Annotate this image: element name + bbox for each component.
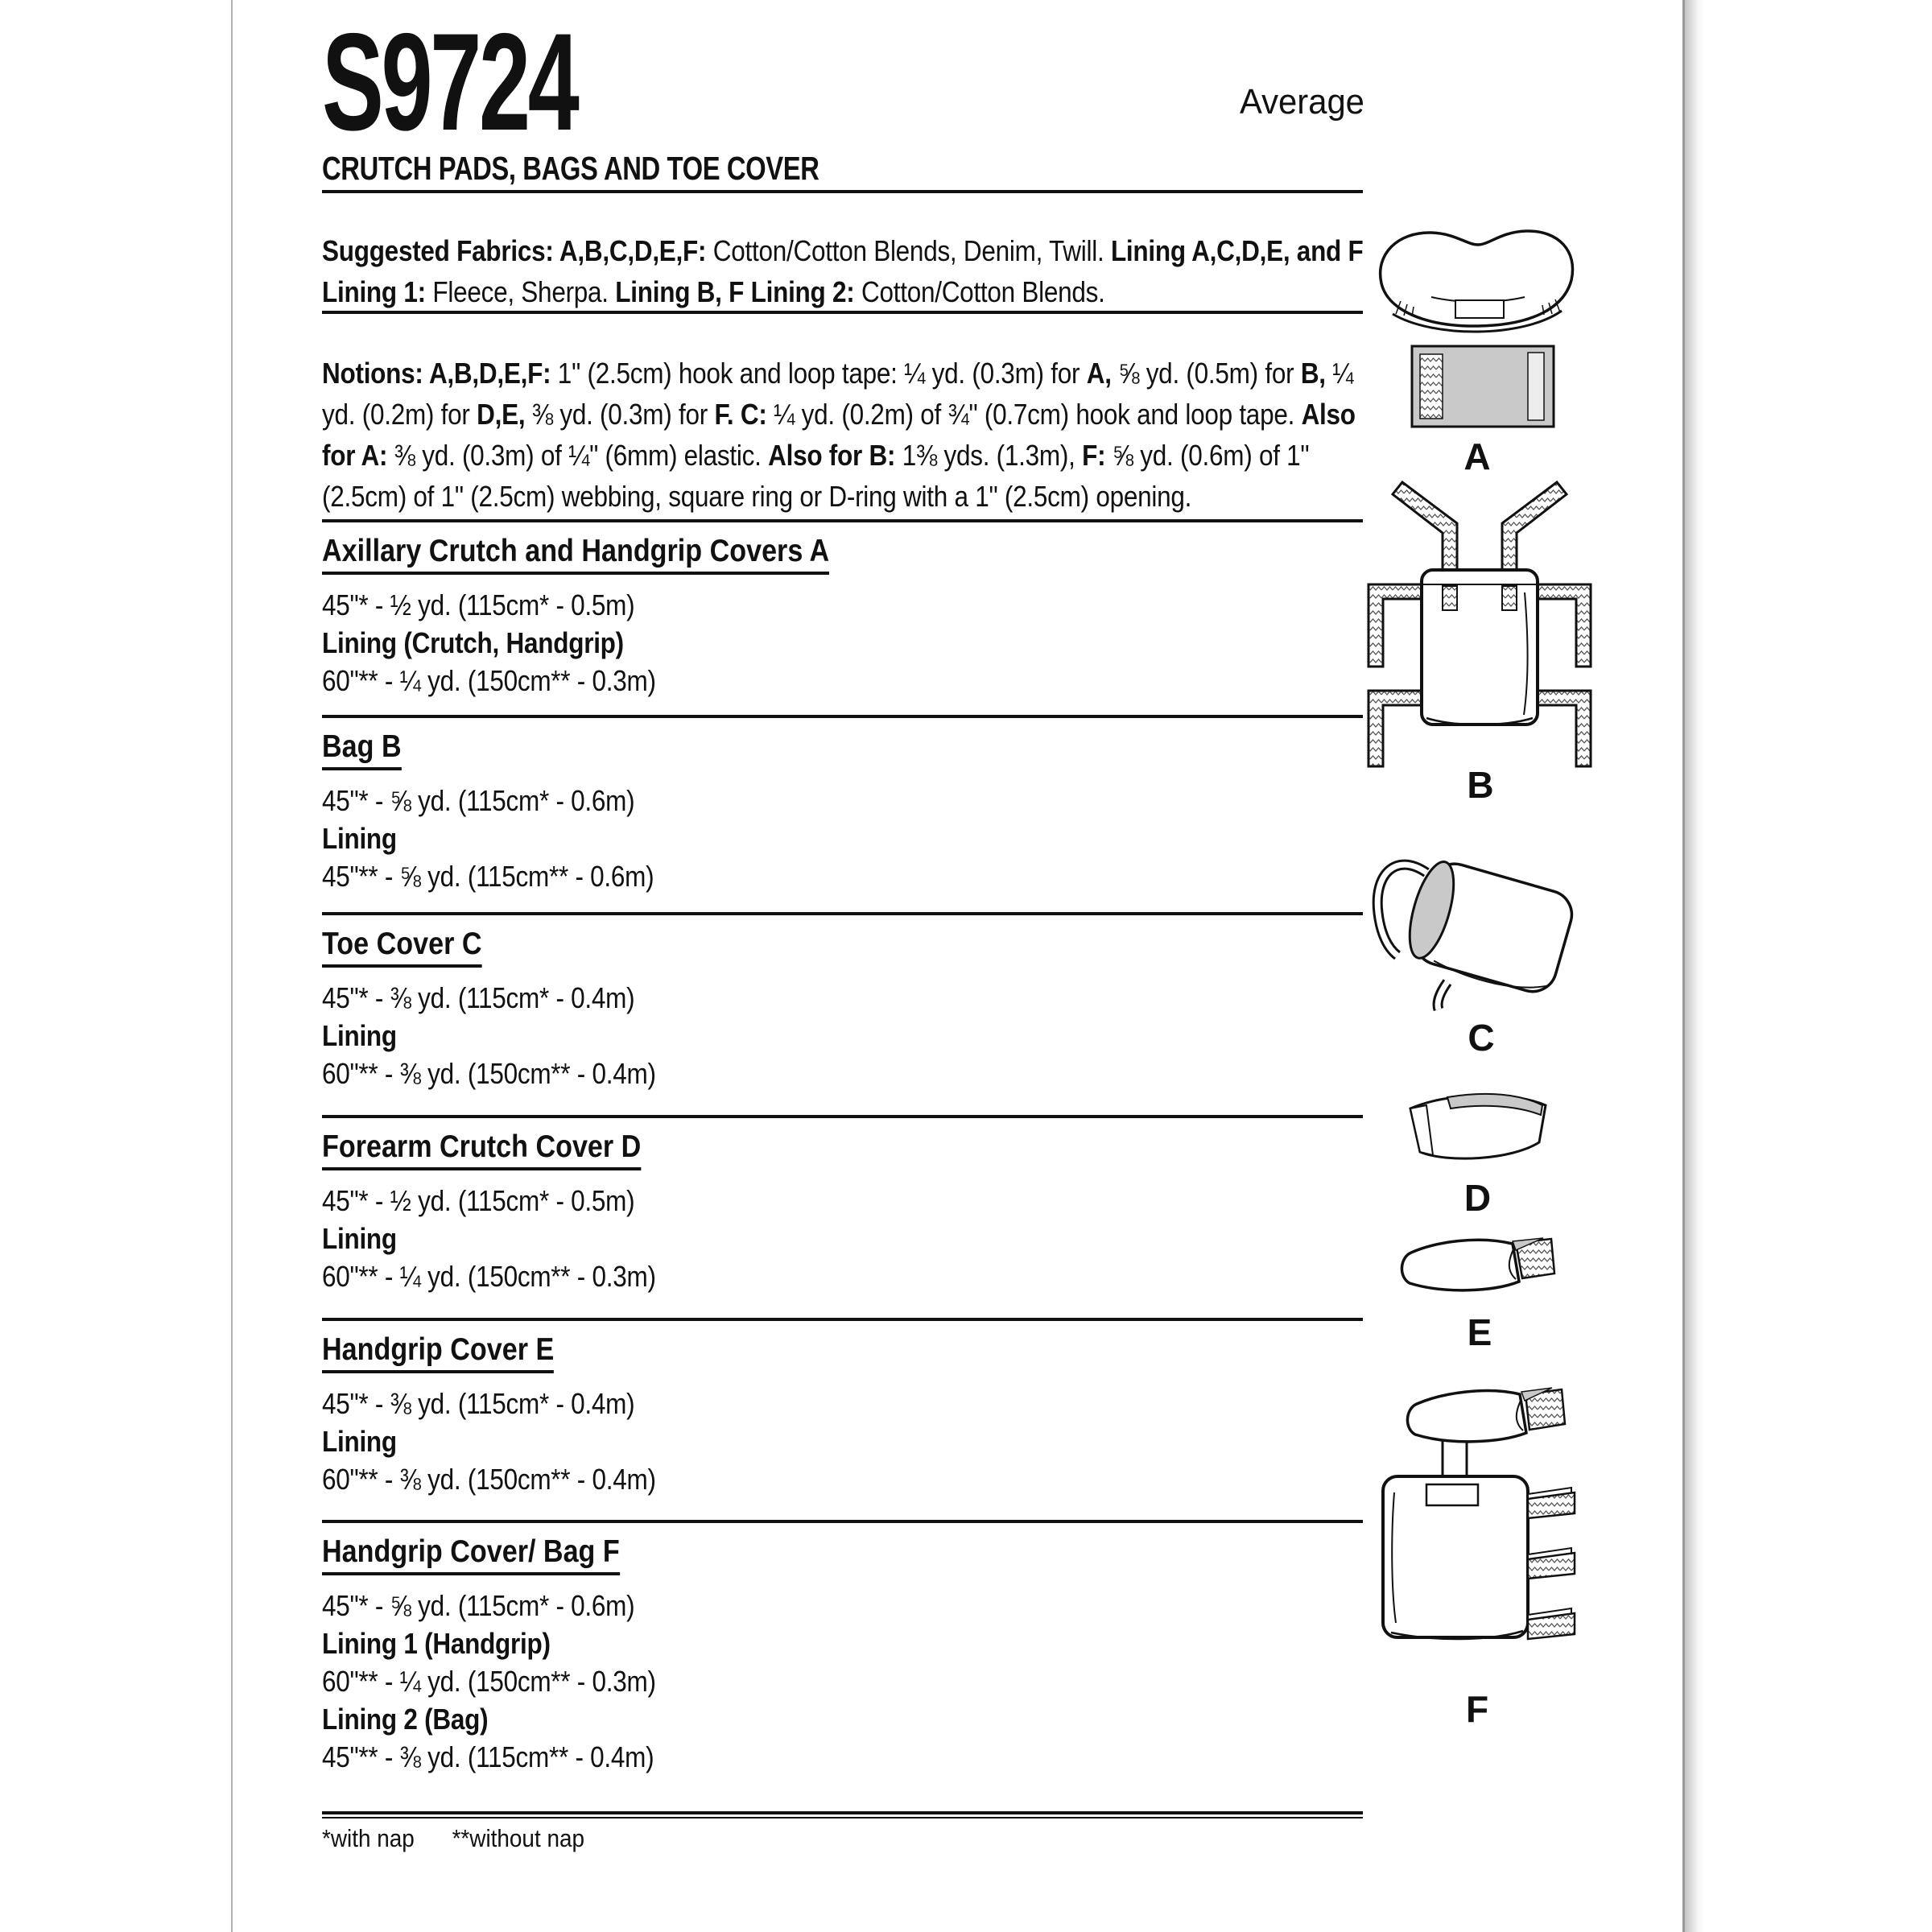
divider-rule	[322, 1115, 1363, 1118]
page-title: CRUTCH PADS, BAGS AND TOE COVER	[322, 150, 819, 187]
yardage-line: 45"* - ⅝ yd. (115cm* - 0.6m)	[322, 784, 635, 817]
yardage-line: 60"** - ⅜ yd. (150cm** - 0.4m)	[322, 1463, 656, 1496]
divider-rule	[322, 519, 1363, 522]
yardage-section	[322, 1318, 1513, 1498]
page-shadow	[1685, 0, 1704, 1932]
divider-rule	[322, 715, 1363, 718]
yardage-line: Lining (Crutch, Handgrip)	[322, 626, 624, 659]
section-title: Forearm Crutch Cover D	[322, 1129, 1513, 1170]
nap-footnotes	[322, 1824, 622, 1853]
illustration-view-a	[1368, 219, 1586, 493]
section-title: Toe Cover C	[322, 927, 1513, 968]
yardage-line: 45"** - ⅝ yd. (115cm** - 0.6m)	[322, 860, 654, 893]
yardage-line: Lining 1 (Handgrip)	[322, 1627, 551, 1660]
notions-paragraph: Notions: A,B,D,E,F: 1" (2.5cm) hook and loop tape: ¼ yd. (0.3m) for A, ⅝ yd. (0.5m) for B, ¼ yd. (0.2m) for D,E, ⅜ yd. (0.3m) for F. C: ¼ yd. (0.2m) of ¾" (0.7cm) hook and loop tape. Also for A: ⅜ yd. (0.3m) of ¼" (6mm) elastic. Also for B: 1⅜ yds. (1.3m), F: ⅝ yd. (0.6m) of 1" (2.5cm) of 1" (2.5cm) webbing, square ring or D-ring with a 1" (2.5cm) opening.	[322, 357, 1356, 513]
section-title: Handgrip Cover/ Bag F	[322, 1534, 1513, 1575]
yardage-lines	[322, 1385, 1513, 1498]
view-label-f: F	[1465, 1688, 1489, 1730]
pattern-number: S9724	[322, 5, 577, 159]
handgrip-and-bag-drawing	[1368, 1380, 1586, 1657]
yardage-section	[322, 715, 1513, 895]
divider-rule	[322, 1318, 1363, 1321]
bag-with-straps-drawing	[1359, 480, 1602, 770]
yardage-line: Lining	[322, 1425, 397, 1458]
yardage-line: 45"* - ⅜ yd. (115cm* - 0.4m)	[322, 981, 635, 1014]
view-label-e: E	[1467, 1311, 1492, 1353]
yardage-section	[322, 1520, 1513, 1776]
without-nap-note: **without nap	[452, 1824, 584, 1852]
yardage-line: Lining 2 (Bag)	[322, 1703, 489, 1736]
divider-rule	[322, 190, 1363, 193]
section-title: Axillary Crutch and Handgrip Covers A	[322, 534, 1513, 575]
illustration-view-e	[1395, 1232, 1564, 1352]
view-label-c: C	[1468, 1017, 1495, 1059]
difficulty-level: Average	[1240, 82, 1364, 122]
yardage-line: Lining	[322, 1019, 397, 1052]
yardage-line: 45"* - ⅜ yd. (115cm* - 0.4m)	[322, 1387, 635, 1420]
yardage-line: Lining	[322, 822, 397, 855]
view-label-b: B	[1467, 764, 1494, 806]
section-title: Handgrip Cover E	[322, 1332, 1513, 1373]
yardage-section	[322, 1115, 1513, 1295]
page-left-edge	[231, 0, 233, 1932]
yardage-line: Lining	[322, 1222, 397, 1255]
yardage-lines	[322, 782, 1513, 895]
yardage-line: 45"* - ½ yd. (115cm* - 0.5m)	[322, 1184, 635, 1217]
crutch-pad-and-handgrip-drawing	[1368, 219, 1586, 430]
illustration-view-f	[1368, 1380, 1586, 1734]
section-title: Bag B	[322, 729, 1513, 770]
toe-cover-drawing	[1368, 844, 1594, 1011]
illustration-view-d	[1391, 1081, 1564, 1218]
yardage-line: 60"** - ¼ yd. (150cm** - 0.3m)	[322, 1665, 656, 1698]
view-label-d: D	[1463, 1177, 1492, 1219]
divider-rule	[322, 311, 1363, 314]
handgrip-cover-drawing	[1395, 1232, 1560, 1306]
yardage-lines	[322, 1587, 1513, 1776]
divider-rule	[322, 912, 1363, 915]
view-label-a: A	[1463, 436, 1491, 477]
forearm-cuff-drawing	[1391, 1081, 1560, 1171]
yardage-line: 45"* - ½ yd. (115cm* - 0.5m)	[322, 588, 635, 621]
yardage-section	[322, 519, 1513, 700]
yardage-lines	[322, 979, 1513, 1092]
yardage-line: 60"** - ⅜ yd. (150cm** - 0.4m)	[322, 1057, 656, 1090]
with-nap-note: *with nap	[322, 1824, 415, 1852]
divider-rule	[322, 1520, 1363, 1523]
illustration-view-c	[1368, 844, 1594, 1061]
yardage-line: 45"* - ⅝ yd. (115cm* - 0.6m)	[322, 1589, 635, 1622]
yardage-line: 45"** - ⅜ yd. (115cm** - 0.4m)	[322, 1740, 654, 1773]
yardage-line: 60"** - ¼ yd. (150cm** - 0.3m)	[322, 664, 656, 697]
yardage-line: 60"** - ¼ yd. (150cm** - 0.3m)	[322, 1260, 656, 1293]
yardage-lines	[322, 586, 1513, 700]
yardage-lines	[322, 1182, 1513, 1295]
footer-double-rule	[322, 1811, 1363, 1818]
suggested-fabrics-paragraph: Suggested Fabrics: A,B,C,D,E,F: Cotton/Cotton Blends, Denim, Twill. Lining A,C,D,E, and F Lining 1: Fleece, Sherpa. Lining B, F Lining 2: Cotton/Cotton Blends.	[322, 234, 1364, 308]
yardage-section	[322, 912, 1513, 1092]
illustration-view-b	[1359, 480, 1602, 826]
